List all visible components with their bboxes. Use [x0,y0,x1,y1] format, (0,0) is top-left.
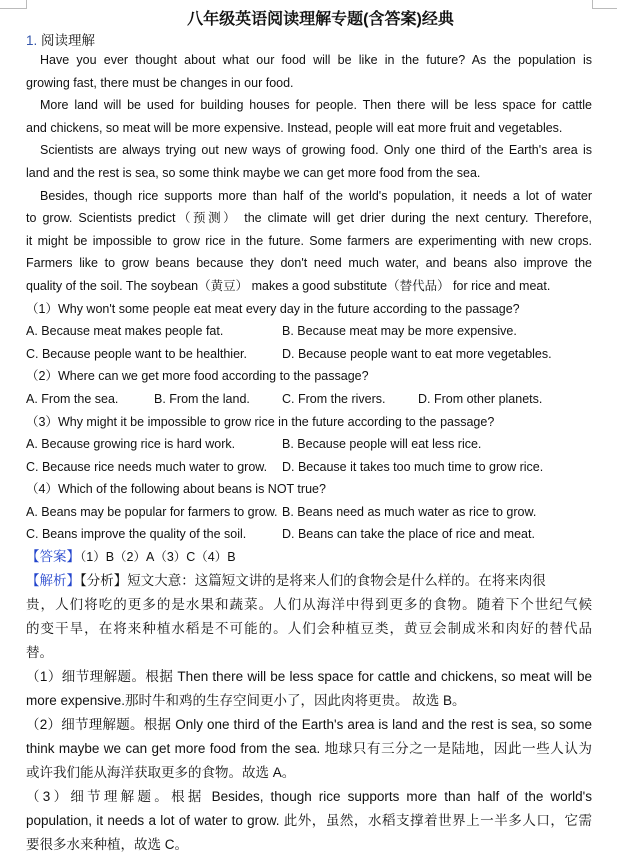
answer-option: C. Beans improve the quality of the soil. [26,527,247,542]
question-stem: （4）Which of the following about beans is NOT true? [26,482,326,497]
document-title: 八年级英语阅读理解专题(含答案)经典 [187,11,454,28]
option-row [26,456,592,479]
answer-option: C. Because rice needs much water to grow. [26,459,268,474]
passage-line: quality of the soil. The soybean（黄豆） makes a good substitute（替代品） for rice and meat. [26,278,551,293]
passage-line: Have you ever thought about what our food will be like in the future? As the population is [40,53,592,67]
section-label: 阅读理解 [41,33,96,48]
passage-line: to grow. Scientists predict（预测） the climate will get drier during the next century. Therefore, [26,211,592,226]
passage-line: it might be impossible to grow rice in the future. Some farmers are experimenting with new crops. [26,233,592,248]
analysis-line [26,809,592,833]
answer-option: B. Because people will eat less rice. [282,437,482,452]
answer-option: B. From the land. [154,391,250,406]
analysis-text: 贵，人们将吃的更多的是水果和蔬菜。人们从海洋中得到更多的食物。随着下个世纪气候 [26,596,592,612]
answer-option: A. Because growing rice is hard work. [26,437,236,452]
analysis-text: （2）细节理解题。根据 Only one third of the Earth's area is land and the rest is sea, so some [26,716,592,732]
analysis-text: 或许我们能从海洋获取更多的食物。故选 A。 [26,764,296,780]
analysis-line [26,761,592,785]
analysis-line [26,713,592,737]
analysis-line [26,641,592,665]
analysis-text: 替。 [26,644,53,660]
answer-option: A. Beans may be popular for farmers to grow. [26,504,278,519]
passage-line: More land will be used for building houses for people. Then there will be less space for cattle [40,98,592,113]
analysis-line [26,785,592,809]
option-row [26,388,592,411]
option-row [26,433,592,456]
answer-option: D. Beans can take the place of rice and meat. [282,527,535,542]
section-number: 1. [26,33,38,48]
analysis-line [26,617,592,641]
passage-line: growing fast, there must be changes in our food. [26,75,294,90]
answer-option: A. From the sea. [26,391,119,406]
passage-line: Scientists are always trying out new ways of growing food. Only one third of the Earth's area is [40,143,592,158]
option-row [26,320,592,343]
analysis-line [26,737,592,761]
answer-option: C. From the rivers. [282,391,386,406]
option-row [26,501,592,524]
analysis-text: 【分析】短文大意：这篇短文讲的是将来人们的食物会是什么样的。在将来肉很 [80,572,546,588]
passage-line: land and the rest is sea, so some think maybe we can get more food from the sea. [26,165,481,180]
analysis-text: population, it needs a lot of water to grow. 此外，虽然，水稻支撑着世界上一半多人口，它需 [26,812,592,828]
analysis-text: think maybe we can get more food from the sea. 地球只有三分之一是陆地，因此一些人认为 [26,740,592,756]
option-row [26,523,592,546]
section-heading [26,29,95,49]
answer-text: （1）B（2）A（3）C（4）B [80,550,236,565]
analysis-label: 【解析】 [26,572,80,588]
answer-option: A. Because meat makes people fat. [26,324,224,339]
analysis-line [26,689,592,713]
analysis-line [26,833,592,857]
analysis-text: （1）细节理解题。根据 Then there will be less space for cattle and chickens, so meat will be [26,668,592,684]
answer-label: 【答案】 [26,549,80,565]
analysis-text: 要很多水来种植，故选 C。 [26,836,188,852]
passage-line: Farmers like to grow beans because they don't need much water, and beans also improve the [26,256,592,271]
analysis-line [26,593,592,617]
option-row [26,343,592,366]
analysis-line [26,665,592,689]
answer-option: C. Because people want to be healthier. [26,346,247,361]
analysis-line [26,569,592,593]
analysis-text: 的变干旱，在将来种植水稻是不可能的。人们会种植豆类，黄豆会制成米和肉好的替代品 [26,620,592,636]
question-stem: （3）Why might it be impossible to grow rice in the future according to the passage? [26,414,495,429]
passage-line: Besides, though rice supports more than half of the world's population, it needs a lot of water [40,188,592,203]
answer-option: D. Because it takes too much time to grow rice. [282,459,544,474]
passage-line: and chickens, so meat will be more expensive. Instead, people will eat more fruit and vegetables. [26,120,563,135]
analysis-text: （3）细节理解题。根据 Besides, though rice supports more than half of the world's [26,788,592,804]
content [26,49,592,857]
question-stem: （1）Why won't some people eat meat every day in the future according to the passage? [26,301,520,316]
answer-option: B. Beans need as much water as rice to grow. [282,504,537,519]
answer-line [26,546,592,569]
answer-option: B. Because meat may be more expensive. [282,324,517,339]
question-stem: （2）Where can we get more food according to the passage? [26,369,369,384]
analysis-text: more expensive.那时牛和鸡的生存空间更小了，因此肉将更贵。 故选 B。 [26,692,466,708]
answer-option: D. From other planets. [418,391,543,406]
answer-option: D. Because people want to eat more vegetables. [282,346,552,361]
